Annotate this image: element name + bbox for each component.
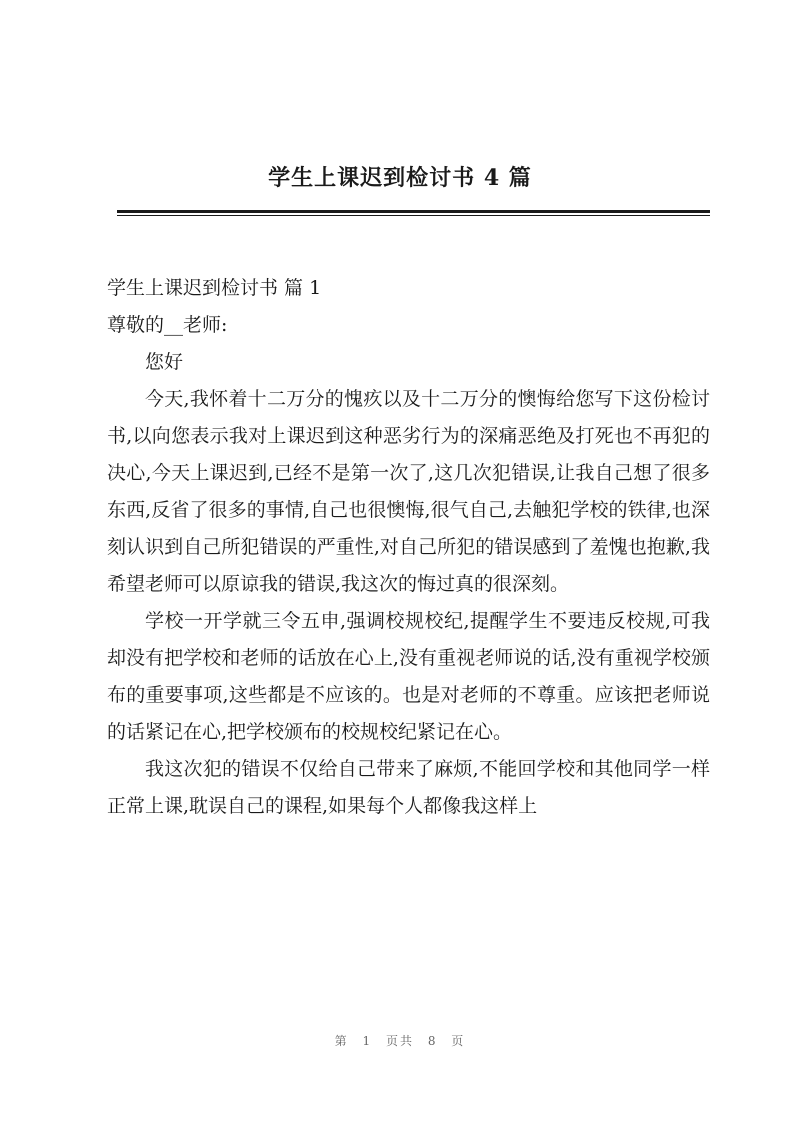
current-page-number: 1: [362, 1034, 373, 1048]
document-title: 学生上课迟到检讨书 4 篇: [268, 165, 532, 191]
section-subtitle: 学生上课迟到检讨书 篇 1: [107, 277, 322, 299]
paragraph-1: 今天,我怀着十二万分的愧疚以及十二万分的懊悔给您写下这份检讨书,以向您表示我对上课迟到这种恶劣行为的深痛恶绝及打死也不再犯的决心,今天上课迟到,已经不是第一次了,这几次犯错误,让我自己想了很多东西,反省了很多的事情,自己也很懊悔,很气自己,去触犯学校的铁律,也深刻认识到自己所犯错误的严重性,对自己所犯的错误感到了羞愧也抱歉,我希望老师可以原谅我的错误,我这次的悔过真的很深刻。: [107, 388, 710, 595]
title-divider-thick: [117, 210, 710, 213]
salutation: 尊敬的__老师:: [107, 314, 228, 336]
page-label-suffix: 页: [451, 1034, 466, 1048]
total-pages-number: 8: [427, 1034, 438, 1048]
paragraph-3: 我这次犯的错误不仅给自己带来了麻烦,不能回学校和其他同学一样正常上课,耽误自己的课程,如果每个人都像我这样上: [107, 758, 710, 817]
document-body: [107, 270, 710, 825]
page-footer: [0, 1032, 800, 1049]
title-divider-thin: [117, 215, 710, 216]
paragraph-2: 学校一开学就三令五申,强调校规校纪,提醒学生不要违反校规,可我却没有把学校和老师的话放在心上,没有重视老师说的话,没有重视学校颁布的重要事项,这些都是不应该的。也是对老师的不尊重。应该把老师说的话紧记在心,把学校颁布的校规校纪紧记在心。: [107, 610, 710, 743]
page-label-mid: 页共: [385, 1034, 414, 1048]
greeting: 您好: [145, 351, 184, 373]
page-label-prefix: 第: [334, 1034, 349, 1048]
